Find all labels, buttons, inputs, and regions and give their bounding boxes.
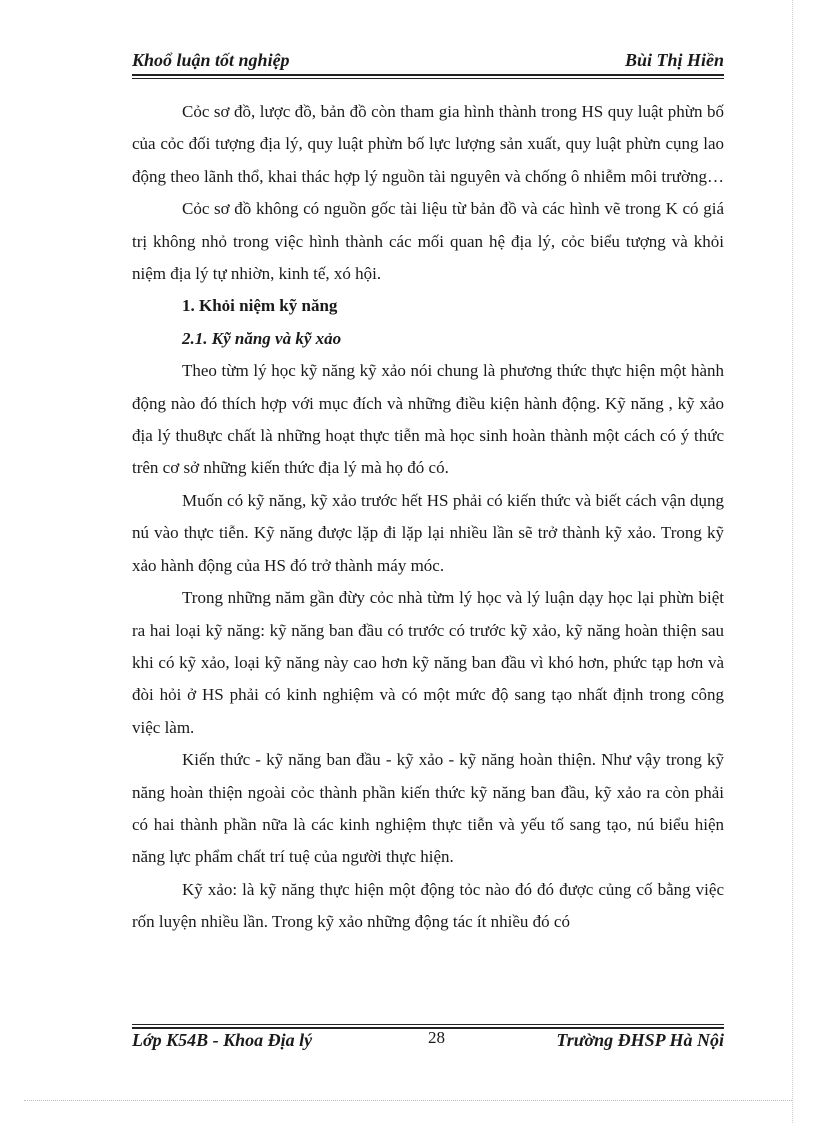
paragraph: Cỏc sơ đồ, lược đồ, bản đồ còn tham gia hình thành trong HS quy luật phừn bố của cỏc đối tượng địa lý, quy luật phừn bố lực lượng sản xuất, quy luật phừn cụng lao động theo lãnh thổ, khai thác hợp lý nguồn tài nguyên và chống ô nhiễm môi trường… [132,102,724,186]
footer-university: Trường ĐHSP Hà Nội [556,1030,724,1050]
subsection-heading: 2.1. Kỹ năng và kỹ xảo [182,328,342,348]
paragraph: Theo từm lý học kỹ năng kỹ xảo nói chung là phương thức thực hiện một hành động nào đó thích hợp với mục đích và những điều kiện hành động. Kỹ năng , kỹ xảo địa lý thu8ực chất là những hoạt thực tiễn mà học sinh hoàn thành một cách có ý thức trên cơ sở những kiến thức địa lý mà họ đó có. [132,361,724,478]
body-text [132,96,724,939]
header-author: Bùi Thị Hiền [624,50,724,70]
section-heading: 1. Khỏi niệm kỹ năng [182,296,338,316]
paragraph: Kiến thức - kỹ năng ban đầu - kỹ xảo - kỹ năng hoàn thiện. Như vậy trong kỹ năng hoàn thiện ngoài cỏc thành phần kiến thức kỹ năng ban đầu, kỹ xảo ra còn phải có hai thành phần nữa là các kinh nghiệm thực tiễn và yếu tố sang tạo, nú biểu hiện năng lực phẩm chất trí tuệ của người thực hiện. [132,750,724,867]
paragraph: Cỏc sơ đồ không có nguồn gốc tài liệu từ bản đồ và các hình vẽ trong K có giá trị không nhỏ trong việc hình thành các mối quan hệ địa lý, cỏc biểu tượng và khỏi niệm địa lý tự nhiờn, kinh tế, xó hội. [132,199,724,284]
footer-rule-thin [132,1024,724,1025]
page-edge-dotted-line [24,1100,792,1101]
page-edge-dotted-line-vertical [792,0,793,1123]
paragraph: Muốn có kỹ năng, kỹ xảo trước hết HS phải có kiến thức và biết cách vận dụng nú vào thực tiễn. Kỹ năng được lặp đi lặp lại nhiều lần sẽ trở thành kỹ xảo. Trong kỹ xảo hành động của HS đó trở thành máy móc. [132,490,724,575]
header-rule-thin [132,78,724,79]
footer-class: Lớp K54B - Khoa Địa lý [132,1030,313,1050]
page-number: 28 [428,1028,445,1047]
page-header [132,48,724,74]
paragraph: Kỹ xảo: là kỹ năng thực hiện một động tỏc nào đó đó được củng cố bằng việc rốn luyện nhiều lần. Trong kỹ xảo những động tác ít nhiều đó có [132,879,724,932]
page-footer [132,1030,724,1060]
header-thesis-title: Khoổ luận tốt nghiệp [132,50,290,70]
paragraph: Trong những năm gần đừy cỏc nhà từm lý học và lý luận dạy học lại phừn biệt ra hai loại kỹ năng: kỹ năng ban đầu có trước có trước kỹ xảo, kỹ năng hoàn thiện sau khi có kỹ xảo, loại kỹ năng này cao hơn kỹ năng ban đầu vì khó hơn, phức tạp hơn và đòi hỏi ở HS phải có kinh nghiệm và có một mức độ sang tạo nhất định trong công việc làm. [132,588,724,737]
header-rule-thick [132,74,724,76]
